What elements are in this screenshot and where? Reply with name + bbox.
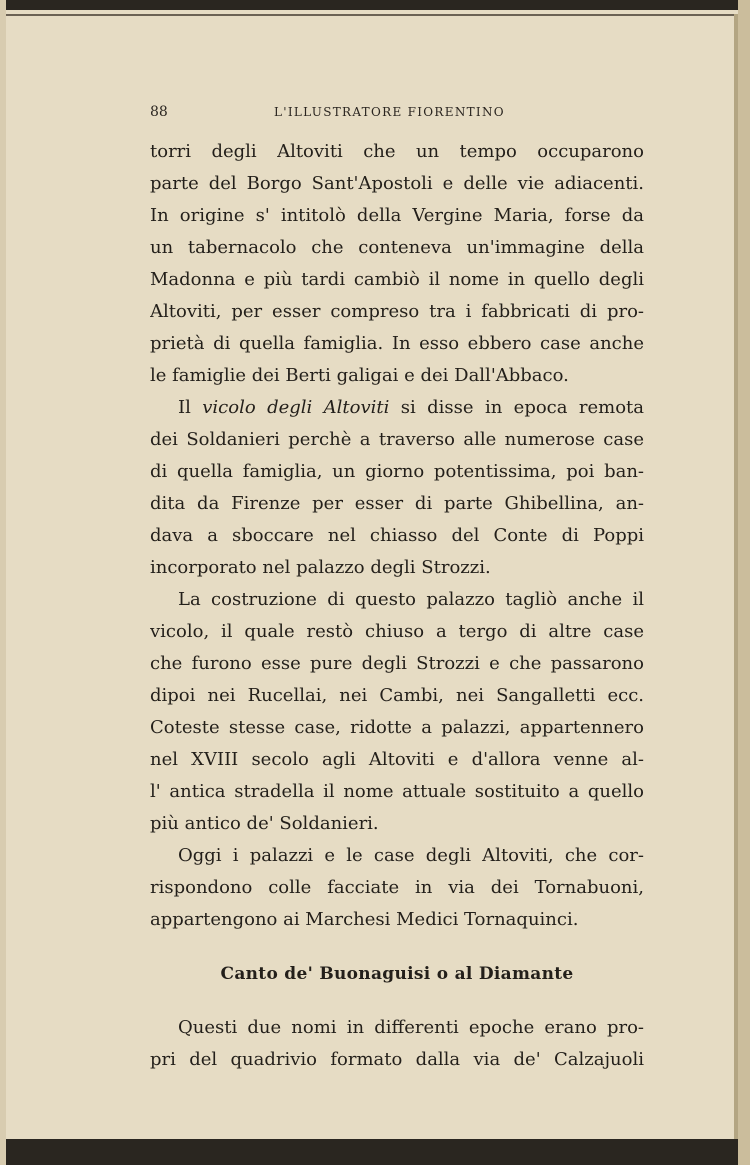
scan-top-edge: [6, 0, 738, 10]
text-line: vicolo, il quale restò chiuso a tergo di altre case: [150, 621, 644, 642]
page-top-rule: [6, 14, 738, 16]
text-line: dei Soldanieri perchè a traverso alle numerose case: [150, 429, 644, 450]
text-line: nel XVIII secolo agli Altoviti e d'allora venne al-: [150, 749, 644, 770]
text-line: pri del quadrivio formato dalla via de' Calzajuoli: [150, 1049, 644, 1070]
text-line: rispondono colle facciate in via dei Tornabuoni,: [150, 877, 644, 898]
text-line: La costruzione di questo palazzo tagliò anche il: [178, 589, 644, 610]
text-line: parte del Borgo Sant'Apostoli e delle vie adiacenti.: [150, 173, 644, 194]
text-run: si disse in epoca remota: [389, 397, 644, 418]
italic-street-name: vicolo degli Altoviti: [202, 397, 390, 418]
text-line: Madonna e più tardi cambiò il nome in quello degli: [150, 269, 644, 290]
text-line: Altoviti, per esser compreso tra i fabbricati di pro-: [150, 301, 644, 322]
text-line: torri degli Altoviti che un tempo occuparono: [150, 141, 644, 162]
text-line: dipoi nei Rucellai, nei Cambi, nei Sangalletti ecc.: [150, 685, 644, 706]
text-line: [150, 392, 644, 424]
text-line: Questi due nomi in differenti epoche erano pro-: [178, 1017, 644, 1038]
text-line: che furono esse pure degli Strozzi e che passarono: [150, 653, 644, 674]
text-line: Oggi i palazzi e le case degli Altoviti, che cor-: [178, 845, 644, 866]
text-line: Coteste stesse case, ridotte a palazzi, appartennero: [150, 717, 644, 738]
running-title: L'ILLUSTRATORE FIORENTINO: [274, 105, 505, 119]
text-line: un tabernacolo che conteneva un'immagine della: [150, 237, 644, 258]
text-line: le famiglie dei Berti galigai e dei Dall'Abbaco.: [150, 365, 569, 386]
text-line: prietà di quella famiglia. In esso ebbero case anche: [150, 333, 644, 354]
page-right-edge: [734, 14, 738, 1139]
text-line: appartengono ai Marchesi Medici Tornaquinci.: [150, 909, 579, 930]
body-text: [150, 136, 644, 1076]
text-line: di quella famiglia, un giorno potentissima, poi ban-: [150, 461, 644, 482]
running-header: [150, 104, 644, 124]
text-line: dava a sboccare nel chiasso del Conte di Poppi: [150, 525, 644, 546]
text-run: Il: [178, 397, 203, 418]
page-number: 88: [150, 104, 168, 120]
text-line: incorporato nel palazzo degli Strozzi.: [150, 557, 491, 578]
text-line: In origine s' intitolò della Vergine Maria, forse da: [150, 205, 644, 226]
section-heading: Canto de' Buonaguisi o al Diamante: [220, 964, 574, 984]
text-line: l' antica stradella il nome attuale sostituito a quello: [150, 781, 644, 802]
text-line: dita da Firenze per esser di parte Ghibellina, an-: [150, 493, 644, 514]
scan-bottom-edge: [6, 1139, 738, 1165]
text-line: più antico de' Soldanieri.: [150, 813, 379, 834]
